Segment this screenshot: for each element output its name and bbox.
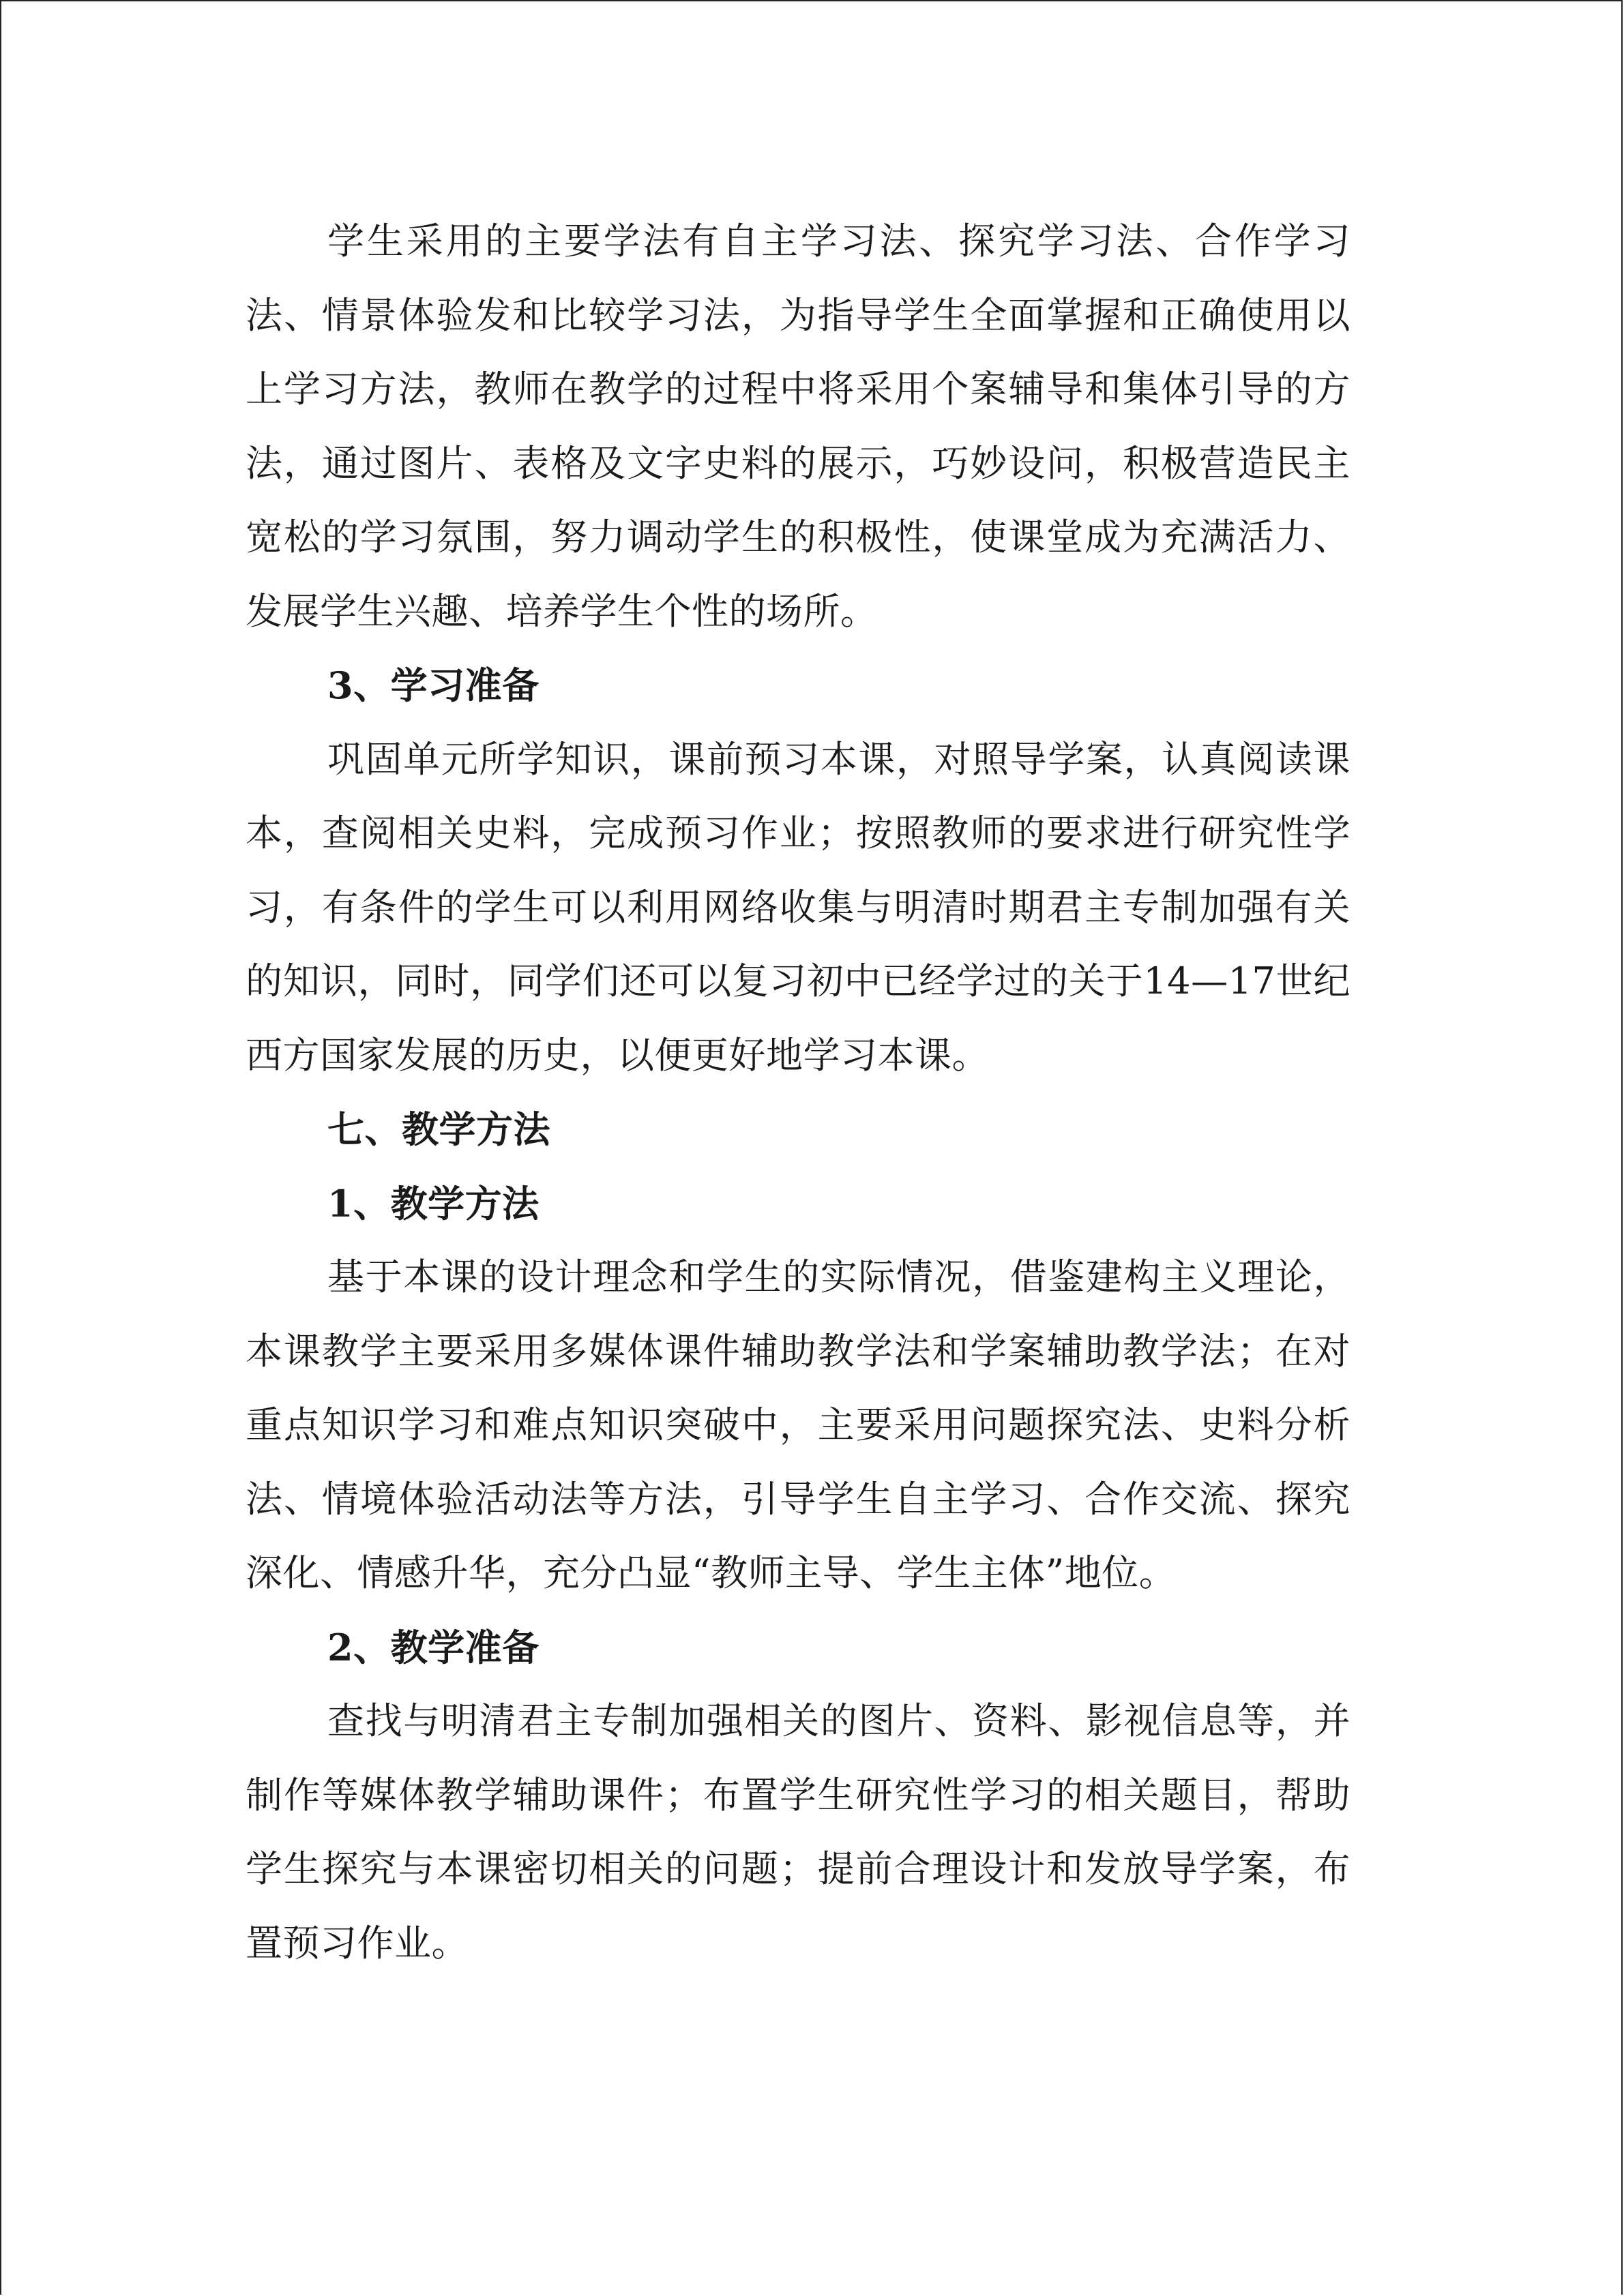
heading-teaching-methods: 1、教学方法 [327, 1181, 540, 1225]
paragraph-study-preparation: 巩固单元所学知识，课前预习本课，对照导学案，认真阅读课本，查阅相关史料，完成预习作业；按照教师的要求进行研究性学习，有条件的学生可以利用网络收集与明清时期君主专制加强有关的知识，同时，同学们还可以复习初中已经学过的关于14—17世纪西方国家发展的历史，以便更好地学习本课。 [246, 737, 1350, 1077]
paragraph-teaching-preparation: 查找与明清君主专制加强相关的图片、资料、影视信息等，并制作等媒体教学辅助课件；布置学生研究性学习的相关题目，帮助学生探究与本课密切相关的问题；提前合理设计和发放导学案，布置预习作业。 [246, 1699, 1350, 1965]
heading-teaching-preparation: 2、教学准备 [327, 1625, 540, 1669]
document-body [246, 205, 1350, 1980]
heading-section-seven: 七、教学方法 [327, 1107, 550, 1151]
paragraph-study-methods: 学生采用的主要学法有自主学习法、探究学习法、合作学习法、情景体验发和比较学习法，为指导学生全面掌握和正确使用以上学习方法，教师在教学的过程中将采用个案辅导和集体引导的方法，通过图片、表格及文字史料的展示，巧妙设问，积极营造民主宽松的学习氛围，努力调动学生的积极性，使课堂成为充满活力、发展学生兴趣、培养学生个性的场所。 [246, 220, 1350, 633]
heading-study-preparation: 3、学习准备 [327, 664, 540, 707]
paragraph-teaching-methods: 基于本课的设计理念和学生的实际情况，借鉴建构主义理论，本课教学主要采用多媒体课件辅助教学法和学案辅助教学法；在对重点知识学习和难点知识突破中，主要采用问题探究法、史料分析法、情境体验活动法等方法，引导学生自主学习、合作交流、探究深化、情感升华，充分凸显“教师主导、学生主体”地位。 [246, 1255, 1350, 1594]
